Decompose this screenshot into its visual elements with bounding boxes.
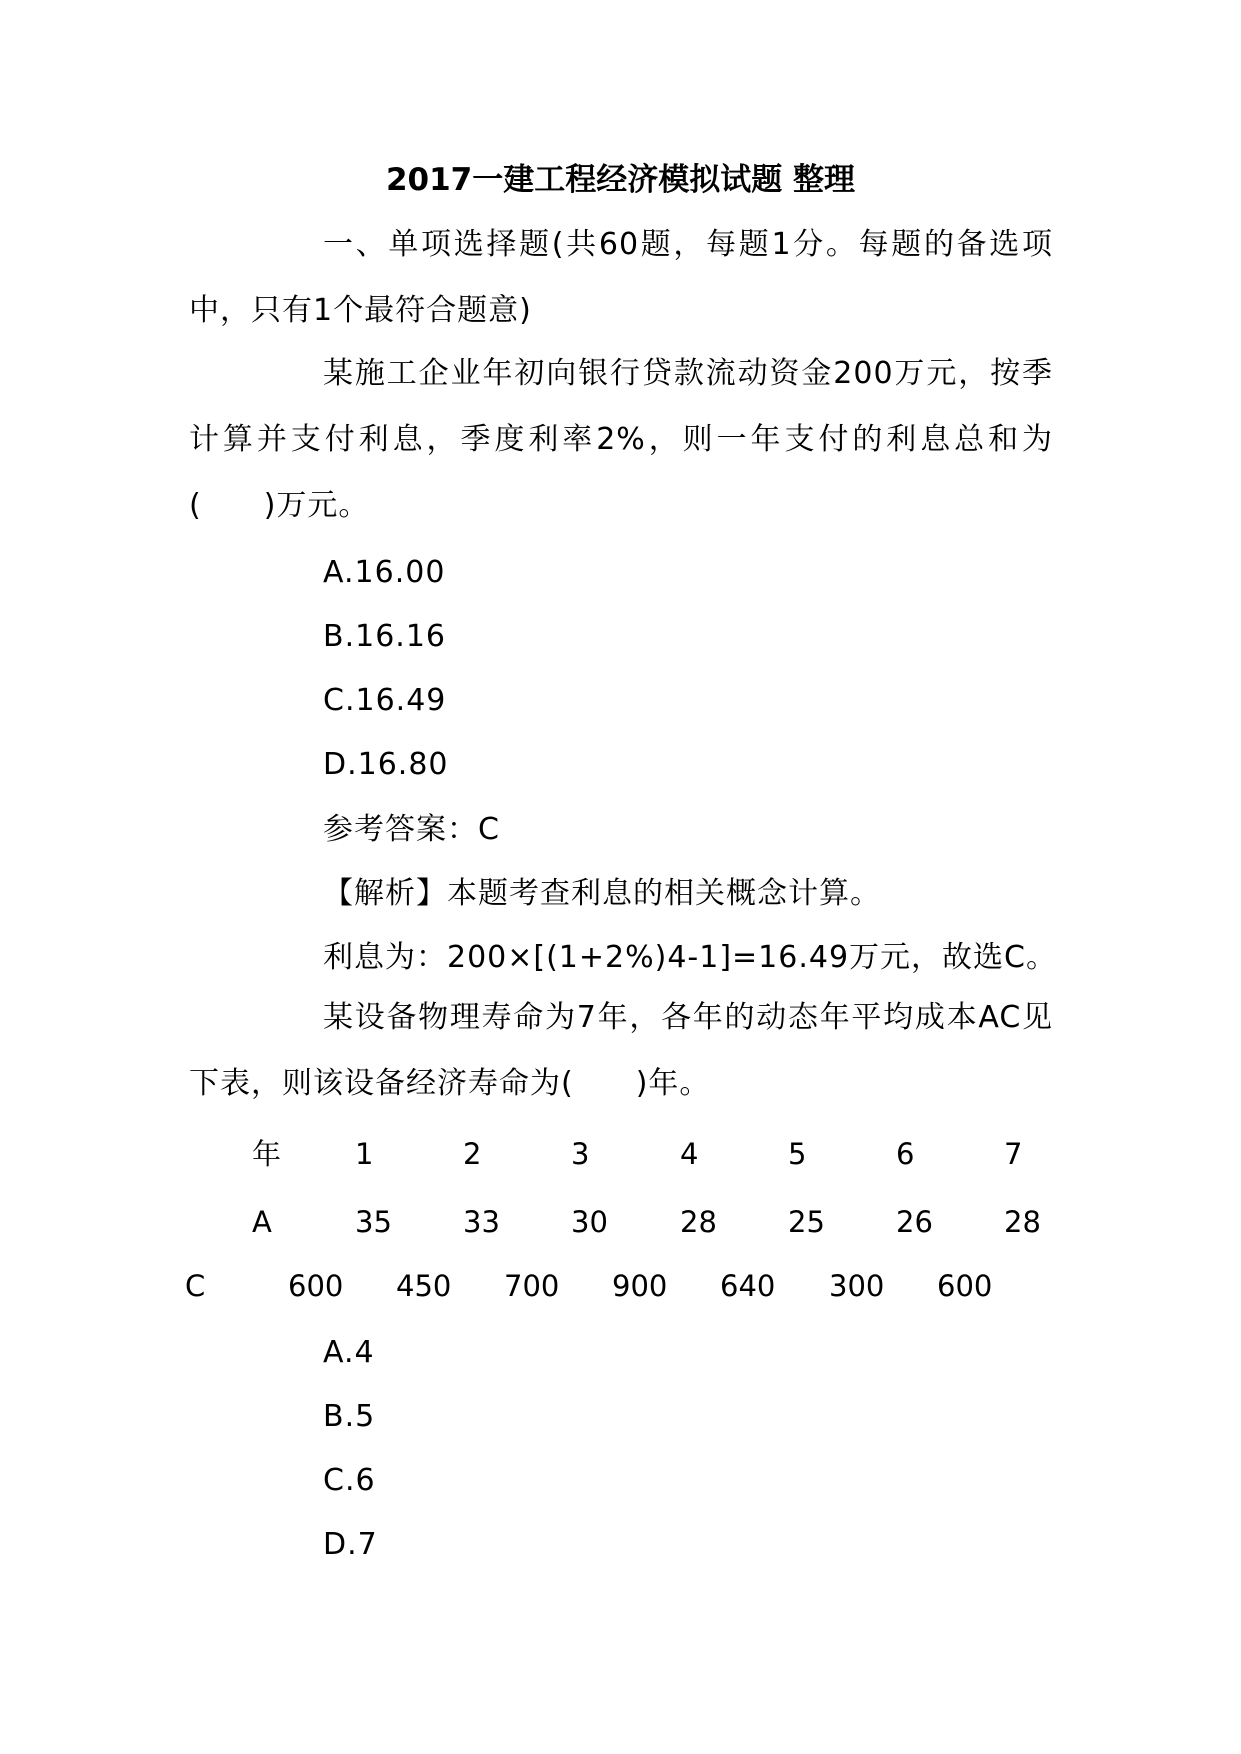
table-cell: 4 [680,1137,699,1171]
table-cell: 600 [288,1269,344,1303]
table-cell: 28 [1004,1205,1041,1239]
table-cell: 600 [937,1269,993,1303]
question-2-option-c: C.6 [323,1463,376,1498]
document-title: 2017一建工程经济模拟试题 整理 [385,162,856,198]
table-cell: 6 [896,1137,915,1171]
question-2-stem: 某设备物理寿命为7年，各年的动态年平均成本AC见下表，则该设备经济寿命为( )年。 [189,1000,1053,1101]
table-cell: 450 [396,1269,452,1303]
table-cell: 700 [504,1269,560,1303]
table-cell: 30 [571,1205,608,1239]
table-cell: 5 [788,1137,807,1171]
question-1-option-c: C.16.49 [323,683,447,718]
table-cell: 28 [680,1205,717,1239]
question-1-answer: 参考答案：C [323,812,500,847]
table-cell: 33 [463,1205,500,1239]
table-cell: 年 [252,1137,282,1171]
question-2-option-d: D.7 [323,1527,378,1562]
table-cell: 7 [1004,1137,1023,1171]
question-1-calculation: 利息为：200×[(1+2%)4-1]=16.49万元，故选C。 [323,940,1057,975]
section-heading: 一、单项选择题(共60题，每题1分。每题的备选项中，只有1个最符合题意) [189,227,1053,328]
question-1-option-b: B.16.16 [323,619,447,654]
table-cell: 640 [720,1269,776,1303]
question-2-option-b: B.5 [323,1399,376,1434]
table-cell: 300 [829,1269,885,1303]
question-2-option-a: A.4 [323,1335,375,1370]
table-cell: A [252,1205,272,1239]
table-cell: 26 [896,1205,933,1239]
table-cell: 900 [612,1269,668,1303]
question-1-option-a: A.16.00 [323,555,446,590]
question-1-option-d: D.16.80 [323,747,449,782]
table-cell: 35 [355,1205,392,1239]
table-cell: C [185,1269,206,1303]
question-1-stem: 某施工企业年初向银行贷款流动资金200万元，按季计算并支付利息，季度利率2%，则一年支付的利息总和为( )万元。 [189,356,1053,523]
table-cell: 25 [788,1205,825,1239]
table-cell: 3 [571,1137,590,1171]
table-cell: 2 [463,1137,482,1171]
question-1-analysis: 【解析】本题考查利息的相关概念计算。 [323,876,881,911]
table-cell: 1 [355,1137,374,1171]
